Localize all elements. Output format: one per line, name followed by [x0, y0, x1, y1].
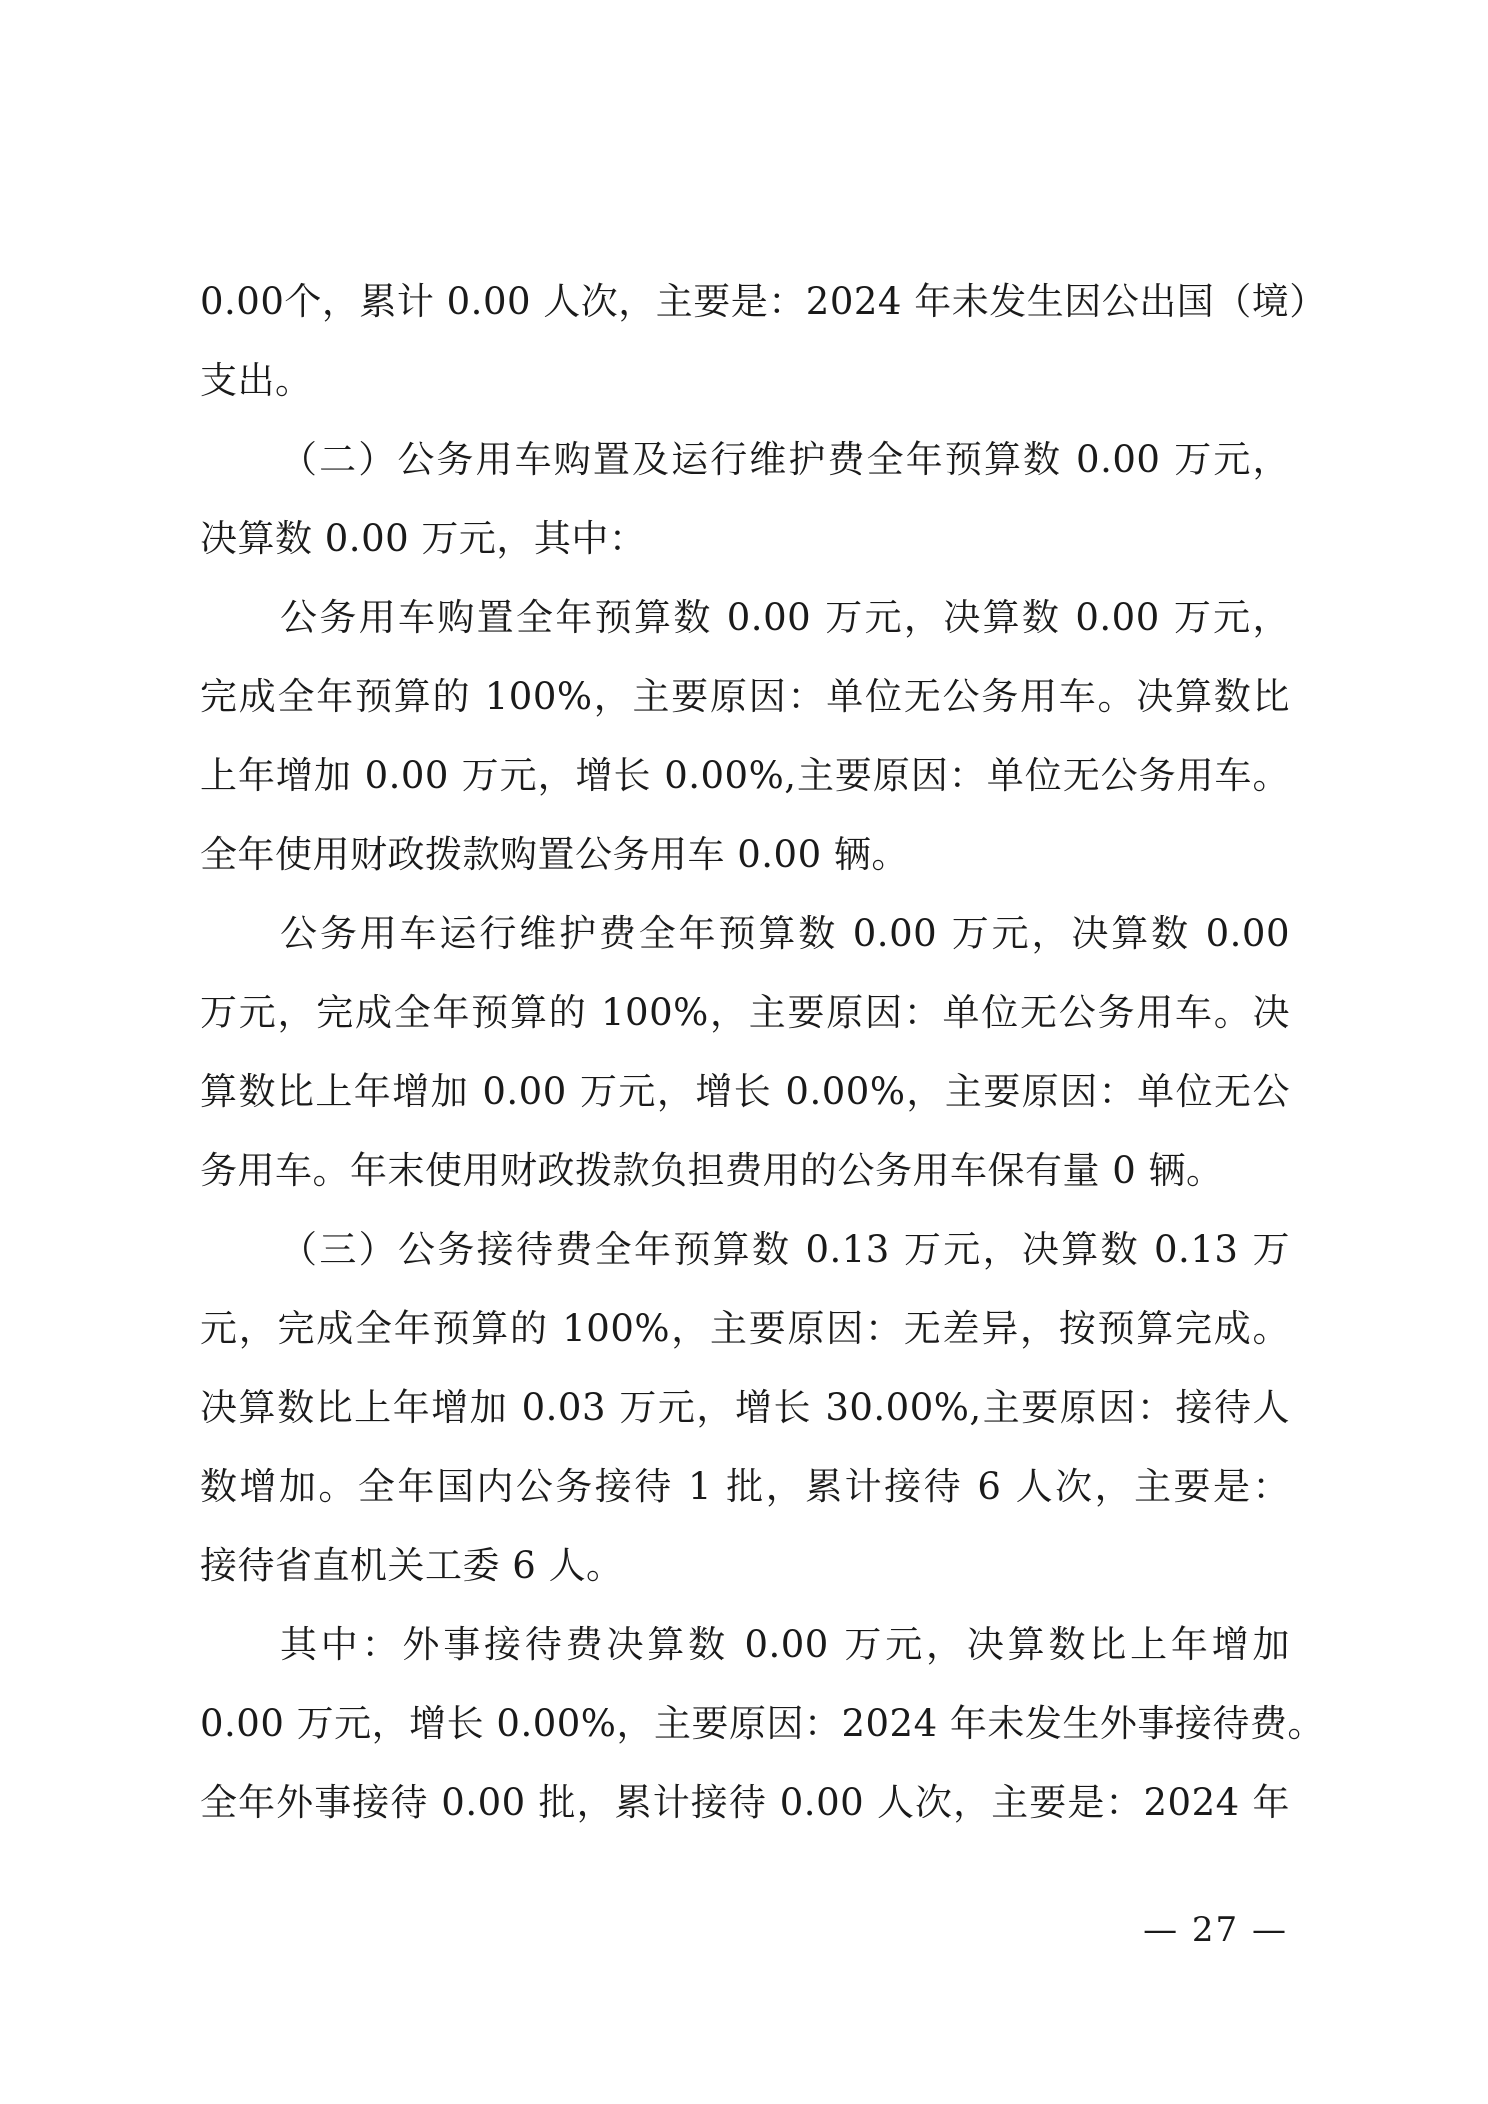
text-line: 上年增加 0.00 万元，增长 0.00%,主要原因：单位无公务用车。 — [200, 754, 1290, 797]
text-line: 元，完成全年预算的 100%，主要原因：无差异，按预算完成。 — [200, 1307, 1290, 1350]
page-number: — 27 — — [1143, 1910, 1288, 1950]
text-line: 接待省直机关工委 6 人。 — [200, 1544, 624, 1587]
text-line: 完成全年预算的 100%，主要原因：单位无公务用车。决算数比 — [200, 675, 1290, 718]
text-line: 决算数 0.00 万元，其中： — [200, 517, 647, 560]
text-line: 全年外事接待 0.00 批，累计接待 0.00 人次，主要是：2024 年 — [200, 1781, 1290, 1824]
text-line: 支出。 — [200, 359, 313, 402]
text-line: 0.00 万元，增长 0.00%，主要原因：2024 年未发生外事接待费。 — [200, 1702, 1325, 1745]
body-text — [200, 262, 1327, 1842]
text-line: 算数比上年增加 0.00 万元，增长 0.00%，主要原因：单位无公 — [200, 1070, 1290, 1113]
text-line: 决算数比上年增加 0.03 万元，增长 30.00%,主要原因：接待人 — [200, 1386, 1290, 1429]
text-line: 0.00个，累计 0.00 人次，主要是：2024 年未发生因公出国（境） — [200, 280, 1327, 323]
text-line: 务用车。年末使用财政拨款负担费用的公务用车保有量 0 辆。 — [200, 1149, 1224, 1192]
text-line: 万元，完成全年预算的 100%，主要原因：单位无公务用车。决 — [200, 991, 1290, 1034]
paragraph-start-line: 其中：外事接待费决算数 0.00 万元，决算数比上年增加 — [280, 1623, 1290, 1666]
text-line: 全年使用财政拨款购置公务用车 0.00 辆。 — [200, 833, 909, 876]
paragraph-start-line: 公务用车购置全年预算数 0.00 万元，决算数 0.00 万元， — [280, 596, 1290, 639]
section-heading-line: （二）公务用车购置及运行维护费全年预算数 0.00 万元， — [280, 438, 1290, 481]
paragraph-start-line: 公务用车运行维护费全年预算数 0.00 万元，决算数 0.00 — [280, 912, 1290, 955]
text-line: 数增加。全年国内公务接待 1 批，累计接待 6 人次，主要是： — [200, 1465, 1290, 1508]
section-heading-line: （三）公务接待费全年预算数 0.13 万元，决算数 0.13 万 — [280, 1228, 1290, 1271]
